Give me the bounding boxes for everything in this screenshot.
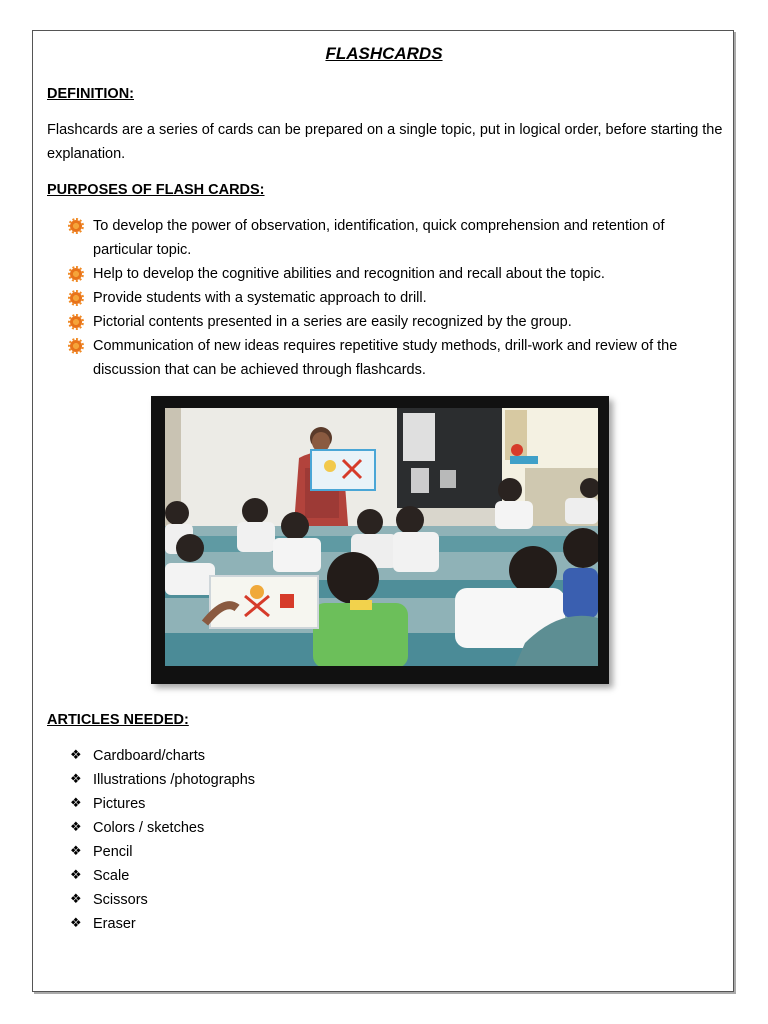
page-title: FLASHCARDS	[325, 44, 443, 63]
purposes-heading: PURPOSES OF FLASH CARDS:	[47, 182, 265, 198]
diamond-bullet-icon: ❖	[70, 772, 82, 787]
list-item: ❖ Colors / sketches	[70, 816, 570, 840]
list-item: Communication of new ideas requires repetitive study methods, drill-work and review of the discussion that can be achieved through flashcards.	[70, 334, 710, 382]
purposes-list	[70, 214, 710, 382]
diamond-bullet-icon: ❖	[70, 844, 82, 859]
diamond-bullet-icon: ❖	[70, 820, 82, 835]
diamond-bullet-icon: ❖	[70, 748, 82, 763]
bullet-icon	[70, 220, 82, 232]
diamond-bullet-icon: ❖	[70, 796, 82, 811]
list-item: Help to develop the cognitive abilities and recognition and recall about the topic.	[70, 262, 710, 286]
bullet-icon	[70, 268, 82, 280]
list-item: ❖ Illustrations /photographs	[70, 768, 570, 792]
classroom-photo-frame	[151, 396, 609, 684]
bullet-icon	[70, 316, 82, 328]
list-item: ❖ Eraser	[70, 912, 570, 936]
diamond-bullet-icon: ❖	[70, 892, 82, 907]
articles-list	[70, 744, 570, 936]
list-item: ❖ Scale	[70, 864, 570, 888]
list-item: Pictorial contents presented in a series are easily recognized by the group.	[70, 310, 710, 334]
list-item: ❖ Pencil	[70, 840, 570, 864]
bullet-icon	[70, 340, 82, 352]
definition-heading: DEFINITION:	[47, 86, 134, 102]
classroom-photo-icon	[165, 408, 598, 666]
list-item: ❖ Pictures	[70, 792, 570, 816]
diamond-bullet-icon: ❖	[70, 868, 82, 883]
diamond-bullet-icon: ❖	[70, 916, 82, 931]
definition-text: Flashcards are a series of cards can be prepared on a single topic, put in logical order, before starting the explanation.	[47, 122, 723, 162]
list-item: To develop the power of observation, identification, quick comprehension and retention of particular topic.	[70, 214, 710, 262]
list-item: Provide students with a systematic approach to drill.	[70, 286, 710, 310]
classroom-photo	[165, 408, 598, 666]
articles-heading: ARTICLES NEEDED:	[47, 712, 189, 728]
list-item: ❖ Cardboard/charts	[70, 744, 570, 768]
bullet-icon	[70, 292, 82, 304]
list-item: ❖ Scissors	[70, 888, 570, 912]
